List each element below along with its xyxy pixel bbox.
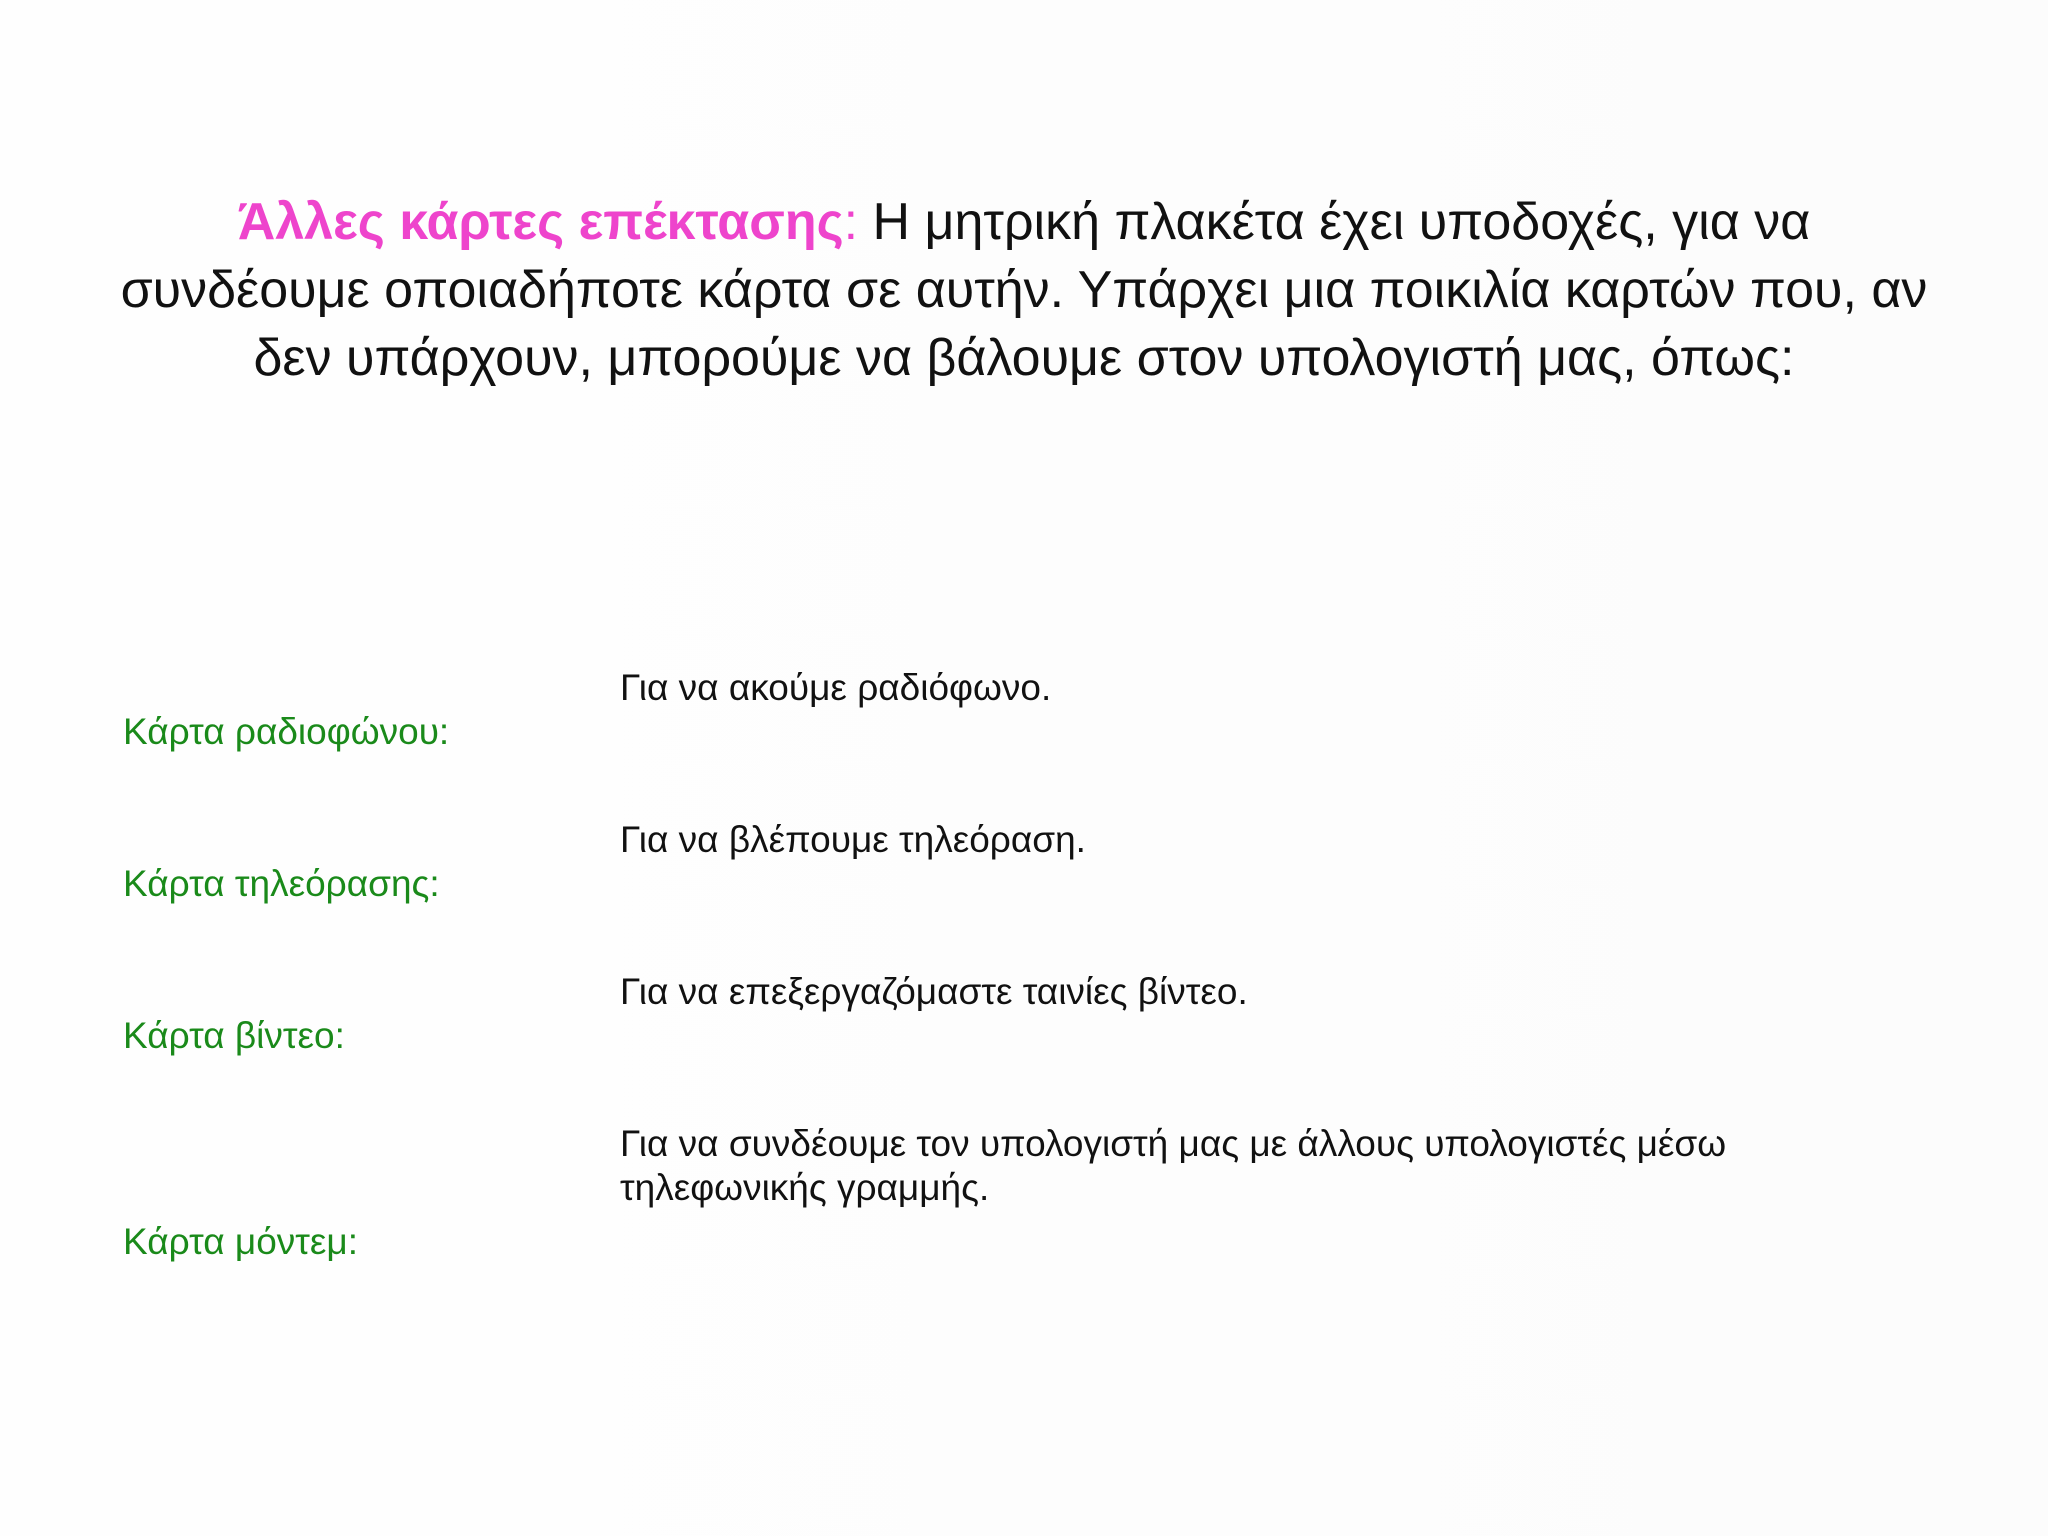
tv-card-description: Για να βλέπουμε τηλεόραση.	[620, 819, 1086, 860]
heading-colon: :	[843, 193, 859, 251]
video-card-label: Κάρτα βίντεο:	[123, 1015, 345, 1056]
radio-card-description: Για να ακούμε ραδιόφωνο.	[620, 667, 1052, 708]
heading-term: Άλλες κάρτες επέκτασης	[237, 193, 844, 251]
intro-paragraph	[110, 188, 1938, 392]
modem-card-description: Για να συνδέουμε τον υπολογιστή μας με άλλους υπολογιστές μέσω τηλεφωνικής γραμμής.	[620, 1123, 1727, 1208]
radio-card-label: Κάρτα ραδιοφώνου:	[123, 711, 450, 752]
video-card-description: Για να επεξεργαζόμαστε ταινίες βίντεο.	[620, 971, 1248, 1012]
modem-card-label: Κάρτα μόντεμ:	[123, 1221, 359, 1262]
tv-card-label: Κάρτα τηλεόρασης:	[123, 863, 440, 904]
intro-body: Η μητρική πλακέτα έχει υποδοχές, για να συνδέουμε οποιαδήποτε κάρτα σε αυτήν. Υπάρχει μια ποικιλία καρτών που, αν δεν υπάρχουν, μπορούμε να βάλουμε στον υπολογιστή μας, όπως:	[120, 193, 1928, 387]
